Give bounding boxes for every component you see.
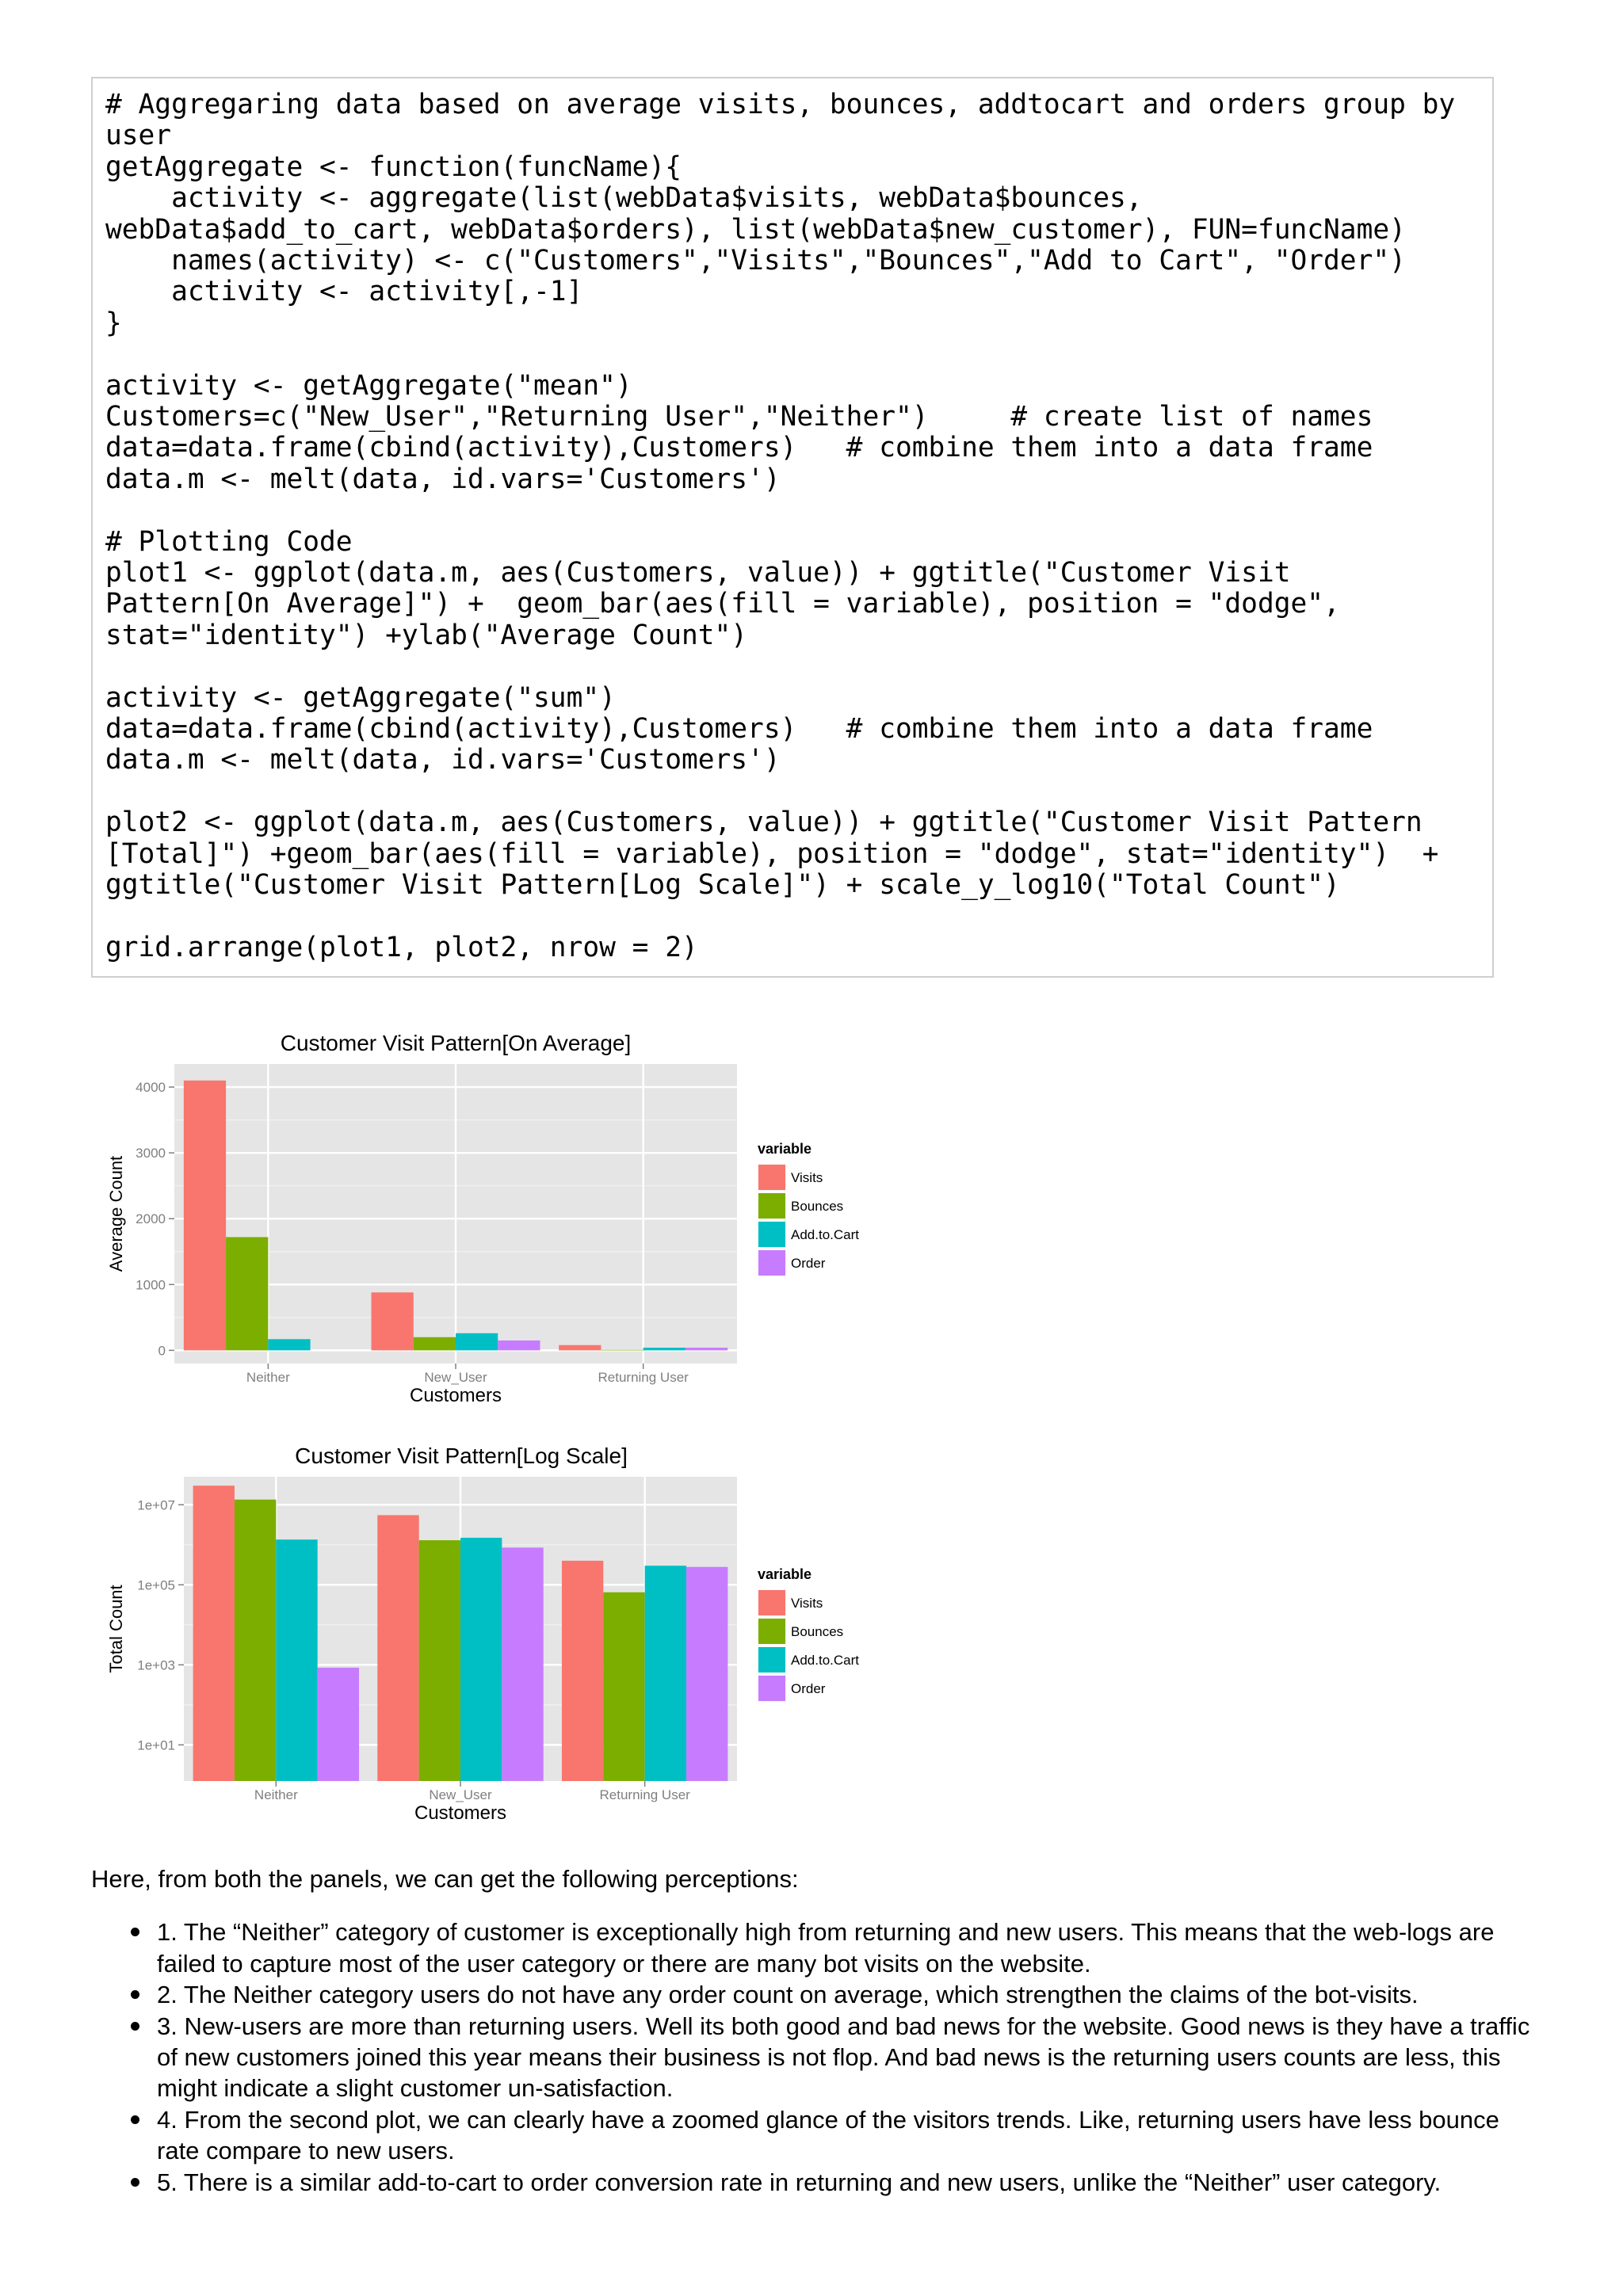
code-line: activity <- activity[,-1] [105,276,583,308]
code-line: stat="identity") +ylab("Average Count") [105,619,748,651]
x-tick-label: New_User [424,1370,487,1385]
legend-swatch [758,1590,785,1615]
bar [276,1539,317,1781]
x-tick-label: New_User [429,1787,492,1802]
chart-title: Customer Visit Pattern[Log Scale] [295,1444,628,1468]
legend-swatch [758,1250,785,1276]
y-tick-label: 1000 [136,1277,166,1293]
bar [419,1540,460,1781]
bar [460,1538,502,1781]
code-line: } [105,307,122,339]
bar [268,1339,310,1350]
code-line: activity <- getAggregate("mean") [105,369,632,402]
chart-log-scale [103,1440,896,1836]
bar [686,1567,727,1781]
x-axis-label: Customers [409,1385,502,1406]
code-line: getAggregate <- function(funcName){ [105,151,682,183]
legend-swatch [758,1676,785,1701]
code-line: Customers=c("New_User","Returning User","Neither") # create list of names [105,401,1373,433]
x-axis-label: Customers [414,1802,507,1824]
code-line: data.m <- melt(data, id.vars='Customers') [105,463,781,495]
code-line: user [105,120,172,152]
code-line: data=data.frame(cbind(activity),Customers) # combine them into a data frame [105,713,1373,745]
legend-label: Order [791,1681,826,1696]
legend-swatch [758,1193,785,1219]
code-line: activity <- getAggregate("sum") [105,681,616,714]
code-line: names(activity) <- c("Customers","Visits","Bounces","Add to Cart", "Order") [105,245,1406,277]
bar [193,1486,235,1781]
perception-text: 4. From the second plot, we can clearly have a zoomed glance of the visitors trends. Like, returning users have less bounce rate compare to new users. [157,2105,1499,2165]
code-line: [Total]") +geom_bar(aes(fill = variable), position = "dodge", stat="identity") + [105,837,1439,870]
bar [184,1081,226,1351]
perception-item [91,2104,1541,2167]
code-line: activity <- aggregate(list(webData$visits, webData$bounces, [105,182,1143,215]
y-tick-label: 1e+01 [137,1737,175,1753]
chart-log-scale-svg [103,1440,896,1836]
perceptions-list [91,1917,1541,2198]
bar [226,1237,268,1350]
legend-label: Add.to.Cart [791,1227,859,1242]
legend-label: Visits [791,1170,823,1185]
y-tick-label: 2000 [136,1211,166,1227]
legend-title: variable [758,1141,812,1157]
code-line: webData$add_to_cart, webData$orders), list(webData$new_customer), FUN=funcName) [105,213,1406,246]
bar [498,1341,540,1350]
code-line: data.m <- melt(data, id.vars='Customers') [105,744,781,776]
chart-title: Customer Visit Pattern[On Average] [280,1031,632,1055]
bar [603,1592,644,1781]
bar [685,1348,727,1350]
y-tick-label: 4000 [136,1080,166,1096]
bar [559,1345,601,1351]
legend-label: Add.to.Cart [791,1653,859,1668]
perception-text: 3. New-users are more than returning users. Well its both good and bad news for the website. Good news is they have a traffic of new customers joined this year means their business is not flop. And bad news is the returning users counts are less, this might indicate a slight customer un-satisfaction. [157,2012,1530,2103]
perception-item [91,1917,1541,1979]
y-tick-label: 1e+03 [137,1657,175,1673]
bar [601,1350,643,1351]
legend-title: variable [758,1566,812,1582]
y-axis-label: Total Count [106,1585,126,1673]
perception-text: 5. There is a similar add-to-cart to order conversion rate in returning and new users, unlike the “Neither” user category. [157,2168,1442,2196]
x-tick-label: Returning User [598,1370,689,1385]
y-tick-label: 1e+07 [137,1497,175,1513]
legend-label: Order [791,1256,826,1271]
y-axis-label: Average Count [106,1155,126,1272]
legend-swatch [758,1647,785,1672]
code-line: data=data.frame(cbind(activity),Customers) # combine them into a data frame [105,432,1373,464]
legend-label: Bounces [791,1199,844,1214]
bar [377,1515,418,1781]
perception-text: 1. The “Neither” category of customer is exceptionally high from returning and new users. This means that the web-logs are failed to capture most of the user category or there are many bot visits on the website. [157,1918,1495,1978]
bar [502,1547,543,1781]
bar [456,1333,498,1351]
legend-swatch [758,1165,785,1190]
perceptions-section [91,1863,1541,2198]
legend-label: Visits [791,1596,823,1611]
code-line: Pattern[On Average]") + geom_bar(aes(fill = variable), position = "dodge", [105,588,1340,620]
code-line: plot1 <- ggplot(data.m, aes(Customers, value)) + ggtitle("Customer Visit [105,557,1291,589]
code-line: ggtitle("Customer Visit Pattern[Log Scale]") + scale_y_log10("Total Count") [105,869,1340,901]
y-tick-label: 1e+05 [137,1577,175,1593]
bar [372,1292,414,1350]
x-tick-label: Returning User [599,1787,690,1802]
chart-average [103,1026,896,1422]
chart-average-svg [103,1026,896,1422]
code-line: # Plotting Code [105,525,353,558]
legend-label: Bounces [791,1624,844,1639]
legend-swatch [758,1619,785,1644]
code-block [91,77,1494,978]
bar [235,1500,276,1781]
legend-swatch [758,1222,785,1247]
perception-item [91,2167,1541,2198]
bar [318,1668,359,1781]
perceptions-intro: Here, from both the panels, we can get the following perceptions: [91,1865,799,1893]
perception-item [91,2011,1541,2104]
bar [645,1566,686,1781]
code-line: plot2 <- ggplot(data.m, aes(Customers, value)) + ggtitle("Customer Visit Pattern [105,807,1423,839]
x-tick-label: Neither [254,1787,298,1802]
perception-text: 2. The Neither category users do not have any order count on average, which strengthen the claims of the bot-visits. [157,1981,1419,2009]
y-tick-label: 0 [158,1343,166,1359]
y-tick-label: 3000 [136,1146,166,1161]
x-tick-label: Neither [246,1370,290,1385]
perception-item [91,1979,1541,2010]
code-line: grid.arrange(plot1, plot2, nrow = 2) [105,931,698,963]
bar [643,1348,685,1350]
bar [414,1337,456,1351]
bar [562,1561,603,1781]
code-line: # Aggregaring data based on average visits, bounces, addtocart and orders group by [105,89,1456,120]
